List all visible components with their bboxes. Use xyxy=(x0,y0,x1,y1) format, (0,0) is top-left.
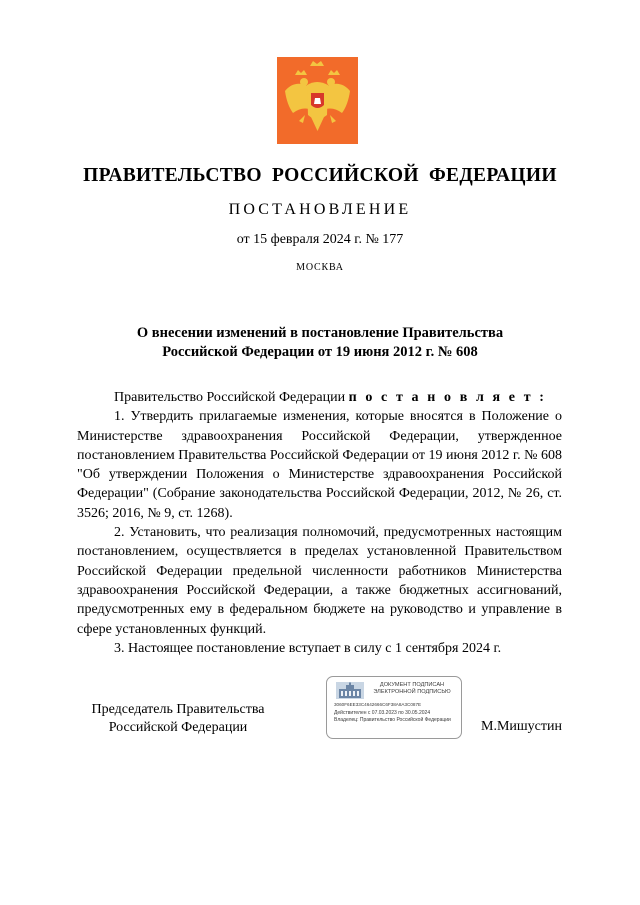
coat-of-arms-icon xyxy=(277,57,358,144)
signatory-name: М.Мишустин xyxy=(481,719,562,734)
decree-word: п о с т а н о в л я е т : xyxy=(348,390,547,405)
signatory-position xyxy=(78,701,278,737)
document-city: МОСКВА xyxy=(296,262,344,273)
stamp-heading xyxy=(366,682,458,696)
document-type: ПОСТАНОВЛЕНИЕ xyxy=(228,201,412,218)
subject-line-1: О внесении изменений в постановление Правительства xyxy=(136,325,504,341)
intro-paragraph xyxy=(77,388,562,407)
document-body xyxy=(77,388,562,658)
document-subject xyxy=(0,324,640,361)
stamp-heading-line-1: ДОКУМЕНТ ПОДПИСАН xyxy=(379,682,445,688)
position-line-1: Председатель Правительства xyxy=(91,702,265,717)
electronic-signature-stamp xyxy=(326,676,462,739)
document-date: от 15 февраля 2024 г. № 177 xyxy=(236,232,404,247)
stamp-owner: Владелец: Правительство Российской Федерации xyxy=(334,717,451,723)
government-building-icon xyxy=(336,682,364,699)
stamp-heading-line-2: ЭЛЕКТРОННОЙ ПОДПИСЬЮ xyxy=(373,689,451,695)
stamp-validity: Действителен с 07.03.2023 по 30.05.2024 xyxy=(334,710,431,716)
government-title: ПРАВИТЕЛЬСТВО РОССИЙСКОЙ ФЕДЕРАЦИИ xyxy=(83,165,557,186)
intro-text: Правительство Российской Федерации xyxy=(114,390,349,405)
paragraph-2: 2. Установить, что реализация полномочий, предусмотренных настоящим постановлением, осуществляется в пределах установленной Правительством Российской Федерации предельной численности работников Министерства здравоохранения Российской Федерации, а также бюджетных ассигнований, предусмотренных ему в федеральном бюджете на руководство и управление в сфере установленных функций. xyxy=(77,525,562,637)
position-line-2: Российской Федерации xyxy=(108,720,248,735)
paragraph-1: 1. Утвердить прилагаемые изменения, которые вносятся в Положение о Министерстве здравоохранения Российской Федерации, утвержденное постановлением Правительства Российской Федерации от 19 июня 2012 г. № 608 "Об утверждении Положения о Министерстве здравоохранения Российской Федерации" (Собрание законодательства Российской Федерации, 2012, № 26, ст. 3526; 2016, № 9, ст. 1268). xyxy=(77,409,562,521)
paragraph-3: 3. Настоящее постановление вступает в силу с 1 сентября 2024 г. xyxy=(114,640,502,656)
stamp-certificate: 3060F6EE33C4642666C6F38A8A3C087E xyxy=(334,702,422,707)
subject-line-2: Российской Федерации от 19 июня 2012 г. № 608 xyxy=(162,343,478,360)
